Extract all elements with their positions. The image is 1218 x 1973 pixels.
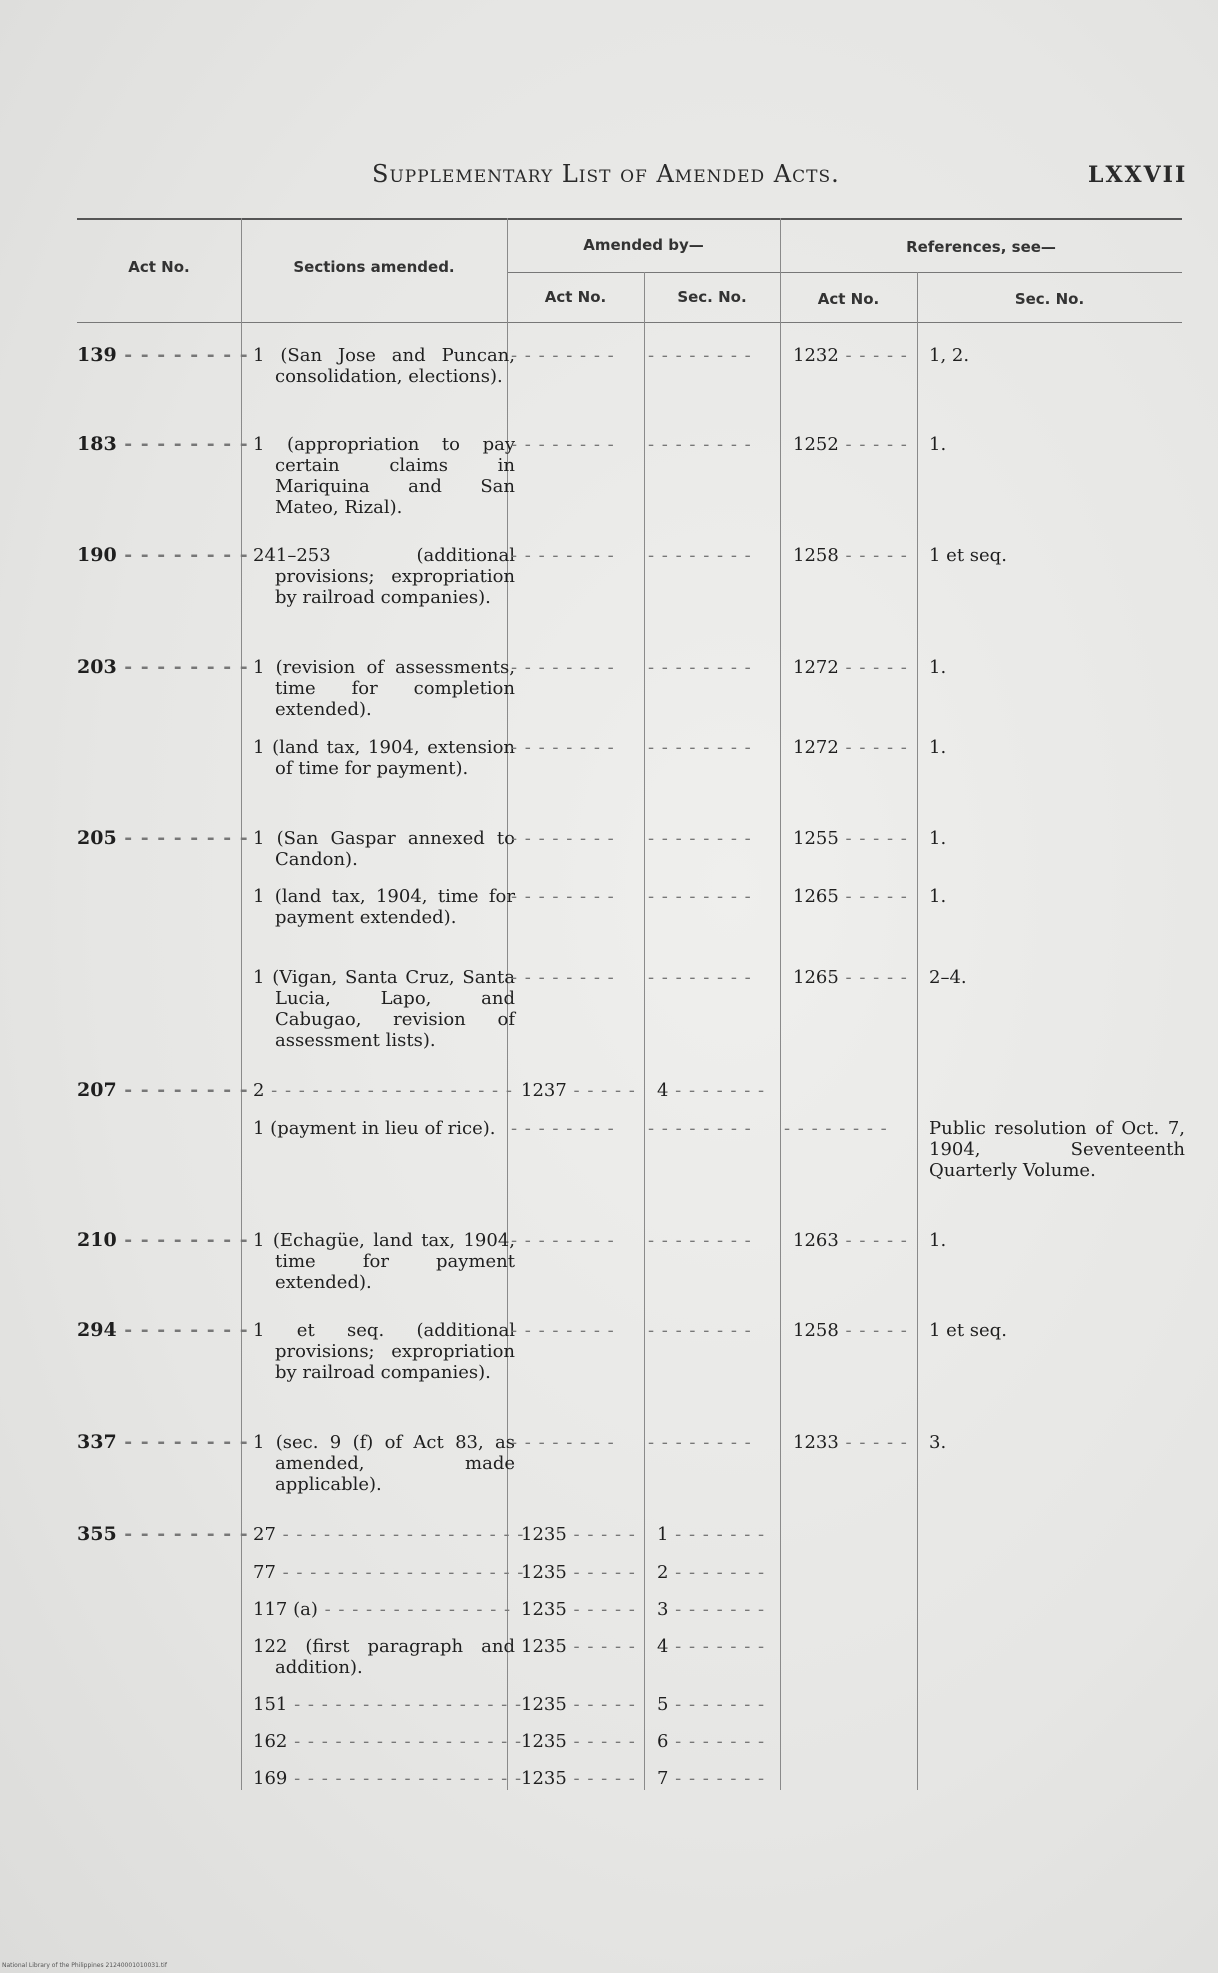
amended-acts-table [77,218,1185,1793]
table-row-act-no: 203 - - - - - - - - [77,656,249,678]
header-ref-sec-no: Sec. No. [1014,290,1085,308]
column-rule [917,272,918,1790]
table-row-amended-act: - - - - - - - - [511,657,615,678]
table-row-act-no: 183 - - - - - - - - [77,433,249,455]
table-row-sections: 1 (San Gaspar annexed to Candon). [253,828,515,870]
table-row-amended-sec: - - - - - - - - [648,545,752,566]
table-row-sections: 27 - - - - - - - - - - - - - - - - - - [253,1524,525,1545]
header-amended-act-no: Act No. [544,288,607,306]
table-row-amended-sec: - - - - - - - - [648,1432,752,1453]
table-row-ref-sec: 1. [929,434,947,455]
table-row-ref-sec: 1. [929,1230,947,1251]
table-row-amended-sec: 7 - - - - - - - [657,1768,766,1789]
table-row-act-no: 139 - - - - - - - - [77,344,249,366]
table-row-act-no: 207 - - - - - - - - [77,1079,249,1101]
table-row-sections: 1 (appropriation to pay certain claims in Mariquina and San Mateo, Rizal). [253,434,515,518]
table-row-sections: 77 - - - - - - - - - - - - - - - - - - [253,1562,525,1583]
scan-footer: National Library of the Philippines 21240001010031.tif [2,1962,167,1969]
header-amended-sec-no: Sec. No. [677,288,747,306]
table-row-amended-act: - - - - - - - - [511,967,615,988]
table-row-sections: 1 (San Jose and Puncan, consolidation, elections). [253,345,515,387]
table-row-amended-sec: 5 - - - - - - - [657,1694,766,1715]
table-row-amended-sec: 3 - - - - - - - [657,1599,766,1620]
table-row-amended-sec: - - - - - - - - [648,886,752,907]
table-row-ref-sec: 1. [929,737,947,758]
table-row-amended-sec: - - - - - - - - [648,967,752,988]
header-sections-amended: Sections amended. [293,258,455,276]
table-row-amended-sec: 4 - - - - - - - [657,1080,766,1101]
table-row-act-no: 355 - - - - - - - - [77,1523,249,1545]
table-row-ref-sec: 2–4. [929,967,967,988]
table-row-amended-sec: 1 - - - - - - - [657,1524,766,1545]
column-rule [780,218,781,1790]
table-row-amended-sec: - - - - - - - - [648,657,752,678]
table-row-amended-act: 1235 - - - - - [521,1694,636,1715]
table-row-sections: 1 et seq. (additional provisions; expropriation by railroad companies). [253,1320,515,1383]
table-row-ref-act: 1255 - - - - - [793,828,908,849]
table-row-amended-sec: 4 - - - - - - - [657,1636,766,1657]
table-row-amended-act: - - - - - - - - [511,737,615,758]
header-act-no: Act No. [128,258,190,276]
table-row-ref-sec: 1. [929,828,947,849]
header-ref-act-no: Act No. [817,290,880,308]
table-row-ref-act: 1232 - - - - - [793,345,908,366]
table-row-ref-sec: 3. [929,1432,947,1453]
table-row-amended-act: - - - - - - - - [511,1320,615,1341]
table-row-sections: 1 (Vigan, Santa Cruz, Santa Lucia, Lapo, and Cabugao, revision of assessment lists). [253,967,515,1051]
table-row-sections: 162 - - - - - - - - - - - - - - - - - [253,1731,523,1752]
table-row-ref-sec: Public resolution of Oct. 7, 1904, Seventeenth Quarterly Volume. [929,1118,1185,1181]
table-row-sections: 1 (revision of assessments, time for completion extended). [253,657,515,720]
table-row-amended-sec: 2 - - - - - - - [657,1562,766,1583]
table-row-ref-act: 1233 - - - - - [793,1432,908,1453]
table-row-amended-act: 1235 - - - - - [521,1636,636,1657]
subheader-rule [507,272,1182,273]
table-row-amended-sec: - - - - - - - - [648,1230,752,1251]
table-row-amended-act: - - - - - - - - [511,345,615,366]
table-row-ref-act: 1265 - - - - - [793,967,908,988]
table-row-sections: 1 (land tax, 1904, extension of time for payment). [253,737,515,779]
table-row-ref-sec: 1, 2. [929,345,970,366]
column-rule [644,272,645,1790]
table-row-ref-act: 1272 - - - - - [793,657,908,678]
table-row-sections: 1 (land tax, 1904, time for payment extended). [253,886,515,928]
table-row-ref-sec: 1 et seq. [929,545,1007,566]
header-bottom-rule [77,322,1182,323]
table-row-ref-sec: 1. [929,657,947,678]
table-row-amended-act: - - - - - - - - [511,1118,615,1139]
table-row-sections: 122 (first paragraph and addition). [253,1636,515,1678]
table-row-amended-sec: - - - - - - - - [648,1118,752,1139]
table-row-ref-act: 1265 - - - - - [793,886,908,907]
table-row-amended-sec: - - - - - - - - [648,737,752,758]
table-row-ref-act: 1252 - - - - - [793,434,908,455]
table-row-sections: 1 (payment in lieu of rice). [253,1118,496,1139]
table-row-amended-sec: - - - - - - - - [648,828,752,849]
table-row-sections: 1 (Echagüe, land tax, 1904, time for payment extended). [253,1230,515,1293]
table-row-act-no: 337 - - - - - - - - [77,1431,249,1453]
top-rule [77,218,1182,220]
table-row-ref-act: 1258 - - - - - [793,545,908,566]
table-row-amended-sec: - - - - - - - - [648,345,752,366]
table-row-act-no: 205 - - - - - - - - [77,827,249,849]
table-row-amended-act: - - - - - - - - [511,886,615,907]
table-row-sections: 241–253 (additional provisions; expropriation by railroad companies). [253,545,515,608]
table-row-amended-act: - - - - - - - - [511,1432,615,1453]
table-row-ref-act: 1263 - - - - - [793,1230,908,1251]
table-row-sections: 169 - - - - - - - - - - - - - - - - - [253,1768,523,1789]
table-row-sections: 1 (sec. 9 (f) of Act 83, as amended, made applicable). [253,1432,515,1495]
page-number: LXXVII [1088,162,1188,188]
table-row-amended-act: - - - - - - - - [511,545,615,566]
table-row-amended-sec: - - - - - - - - [648,434,752,455]
table-row-act-no: 190 - - - - - - - - [77,544,249,566]
table-row-ref-sec: 1 et seq. [929,1320,1007,1341]
header-amended-by: Amended by— [583,236,704,254]
table-row-ref-act: - - - - - - - - [784,1118,888,1139]
table-row-amended-sec: 6 - - - - - - - [657,1731,766,1752]
table-row-amended-act: 1237 - - - - - [521,1080,636,1101]
table-row-ref-act: 1272 - - - - - [793,737,908,758]
table-row-amended-act: 1235 - - - - - [521,1599,636,1620]
table-row-amended-act: 1235 - - - - - [521,1524,636,1545]
table-row-amended-act: - - - - - - - - [511,434,615,455]
table-row-sections: 151 - - - - - - - - - - - - - - - - - [253,1694,523,1715]
table-row-amended-act: 1235 - - - - - [521,1562,636,1583]
table-row-ref-sec: 1. [929,886,947,907]
header-references: References, see— [906,238,1056,256]
table-row-amended-act: - - - - - - - - [511,828,615,849]
table-row-amended-act: 1235 - - - - - [521,1768,636,1789]
table-row-amended-act: 1235 - - - - - [521,1731,636,1752]
table-row-act-no: 294 - - - - - - - - [77,1319,249,1341]
table-row-amended-sec: - - - - - - - - [648,1320,752,1341]
table-row-amended-act: - - - - - - - - [511,1230,615,1251]
table-row-ref-act: 1258 - - - - - [793,1320,908,1341]
running-head: Supplementary List of Amended Acts. [372,160,840,188]
table-row-sections: 117 (a) - - - - - - - - - - - - - - [253,1599,512,1620]
table-row-act-no: 210 - - - - - - - - [77,1229,249,1251]
table-row-sections: 2 - - - - - - - - - - - - - - - - - - [253,1080,513,1101]
